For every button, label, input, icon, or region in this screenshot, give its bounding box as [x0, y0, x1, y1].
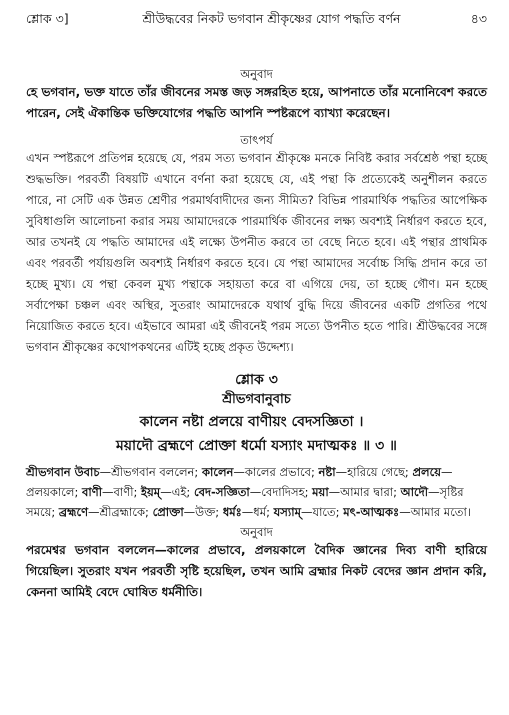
synonym-entry — [312, 485, 400, 499]
synonym-entry — [343, 505, 471, 519]
translation-heading: অনুবাদ — [240, 67, 273, 81]
synonym-meaning: —আমার মতো। — [399, 505, 471, 519]
purport-text: এখন স্পষ্টরূপে প্রতিপন্ন হয়েছে যে, পরম সত্য ভগবান শ্রীকৃষ্ণে মনকে নিবিষ্ট করার সর্বশ্রেষ্ঠ পন্থা হচ্ছে শুদ্ধভক্তি। পরবর্তী বিষয়টি এখানে বর্ণনা করা হয়েছে যে, এই পন্থা কি প্রত্যেকেই অনুশীলন করতে পারে, না সেটি এক উন্নত শ্রেণীর পরমার্থবাদীদের জন্য সীমিত? বিভিন্ন পারমার্থিক পদ্ধতির আপেক্ষিক সুবিধাগুলি আলোচনা করার সময় আমাদেরকে পারমার্থিক জীবনের লক্ষ্য অবশ্যই নির্ধারণ করতে হবে, আর তখনই যে পদ্ধতি আমাদের এই লক্ষ্যে উপনীত করবে তা বেছে নিতে হবে। এই পন্থার প্রাথমিক এবং পরবর্তী পর্যায়গুলি অবশ্যই নির্ধারণ করতে হবে। যে পন্থা আমাদের সর্বোচ্চ সিদ্ধি প্রদান করে তা হচ্ছে মুখ্য। যে পন্থা কেবল মুখ্য পন্থাকে সহায়তা করে বা এগিয়ে দেয়, তা হচ্ছে গৌণ। মন হচ্ছে সর্বাপেক্ষা চঞ্চল এবং অস্থির, সুতরাং আমাদেরকে যথার্থ বুদ্ধি দিয়ে জীবনের একটি প্রগতির পথে নিয়োজিত করতে হবে। এইভাবে আমরা এই জীবনেই পরম সত্যে উপনীত হতে পারি। শ্রীউদ্ধবের সঙ্গে ভগবান শ্রীকৃষ্ণের কথোপকথনের এটিই হচ্ছে প্রকৃত উদ্দেশ্য। — [26, 151, 487, 354]
sloka-line-1: কালেন নষ্টা প্রলয়ে বাণীয়ং বেদসজ্ঞিতা । — [139, 414, 364, 430]
synonym-entry — [223, 505, 274, 519]
synonym-entry — [82, 485, 141, 499]
synonym-term: কালেন — [201, 465, 234, 479]
synonym-term: যস্যাম্ — [273, 505, 301, 519]
synonym-meaning: —প্রলয়কালে; — [26, 465, 453, 499]
synonym-entry — [26, 465, 202, 479]
synonym-term: প্রোক্তা — [152, 505, 184, 519]
sloka-speaker: শ্রীভগবানুবাচ — [222, 392, 291, 407]
synonym-entry — [194, 485, 312, 499]
translation-text: হে ভগবান, ভক্ত যাতে তাঁর জীবনের সমস্ত জড় সঙ্গরহিত হয়ে, আপনাতে তাঁর মনোনিবেশ করতে পারেন, সেই ঐকান্তিক ভক্তিযোগের পদ্ধতি আপনি স্পষ্টরূপে ব্যাখ্যা করেছেন। — [26, 85, 487, 120]
synonym-term: বেদ-সজ্ঞিতা — [193, 485, 250, 499]
synonym-term: আদৌ — [400, 485, 429, 499]
synonym-meaning: —উক্ত; — [183, 505, 223, 519]
synonym-term: ব্রহ্মণে — [58, 505, 89, 519]
synonym-meaning: —হারিয়ে গেছে; — [335, 465, 413, 479]
purport-heading: তাৎপর্য — [240, 133, 273, 147]
synonym-term: নষ্টা — [318, 465, 336, 479]
synonym-meaning: —আমার দ্বারা; — [328, 485, 401, 499]
synonym-entry — [59, 505, 153, 519]
synonym-entry — [141, 485, 194, 499]
translation-text-2: পরমেশ্বর ভগবান বললেন—কালের প্রভাবে, প্রলয়কালে বৈদিক জ্ঞানের দিব্য বাণী হারিয়ে গিয়েছিল। সুতরাং যখন পরবর্তী সৃষ্টি হয়েছিল, তখন আমি ব্রহ্মার নিকট বেদের জ্ঞান প্রদান করি, কেননা আমিই বেদে ঘোষিত ধর্মনীতি। — [26, 543, 487, 599]
synonyms-block — [26, 462, 487, 522]
synonym-term: মৎ-আত্মকঃ — [343, 505, 400, 519]
header-chapter-title: শ্রীউদ্ধবের নিকট ভগবান শ্রীকৃষ্ণের যোগ পদ্ধতি বর্ণন — [142, 11, 401, 26]
translation-heading-2: অনুবাদ — [240, 525, 273, 539]
synonym-term: ধর্মঃ — [222, 505, 242, 519]
synonym-meaning: —শ্রীব্রহ্মাকে; — [88, 505, 153, 519]
synonym-meaning: —বাণী; — [102, 485, 142, 499]
synonym-meaning: —সৃষ্টির সময়ে; — [26, 485, 464, 519]
header-verse-ref: শ্লোক ৩] — [26, 11, 69, 26]
synonym-term: ময়া — [312, 485, 329, 499]
synonym-entry — [319, 465, 413, 479]
synonym-entry — [274, 505, 344, 519]
page-number: ৪৩ — [470, 11, 487, 26]
synonym-meaning: —ধর্ম; — [241, 505, 274, 519]
synonym-meaning: —বেদাদিসহ; — [249, 485, 313, 499]
synonym-term: শ্রীভগবান উবাচ — [26, 465, 100, 479]
synonym-entry — [153, 505, 223, 519]
synonym-meaning: —যাতে; — [300, 505, 344, 519]
synonym-meaning: —এই; — [160, 485, 194, 499]
synonym-term: বাণী — [82, 485, 103, 499]
synonym-term: ইয়ম্ — [141, 485, 161, 499]
sloka-line-2: ময়াদৌ ব্রহ্মণে প্রোক্তা ধর্মো যস্যাং মদাত্মকঃ ॥ ৩ ॥ — [116, 438, 397, 454]
sloka-title: শ্লোক ৩ — [235, 372, 278, 388]
synonym-meaning: —কালের প্রভাবে; — [233, 465, 319, 479]
synonym-entry — [202, 465, 319, 479]
synonym-meaning: —শ্রীভগবান বললেন; — [99, 465, 202, 479]
synonym-term: প্রলয়ে — [412, 465, 442, 479]
page-header — [26, 10, 487, 28]
